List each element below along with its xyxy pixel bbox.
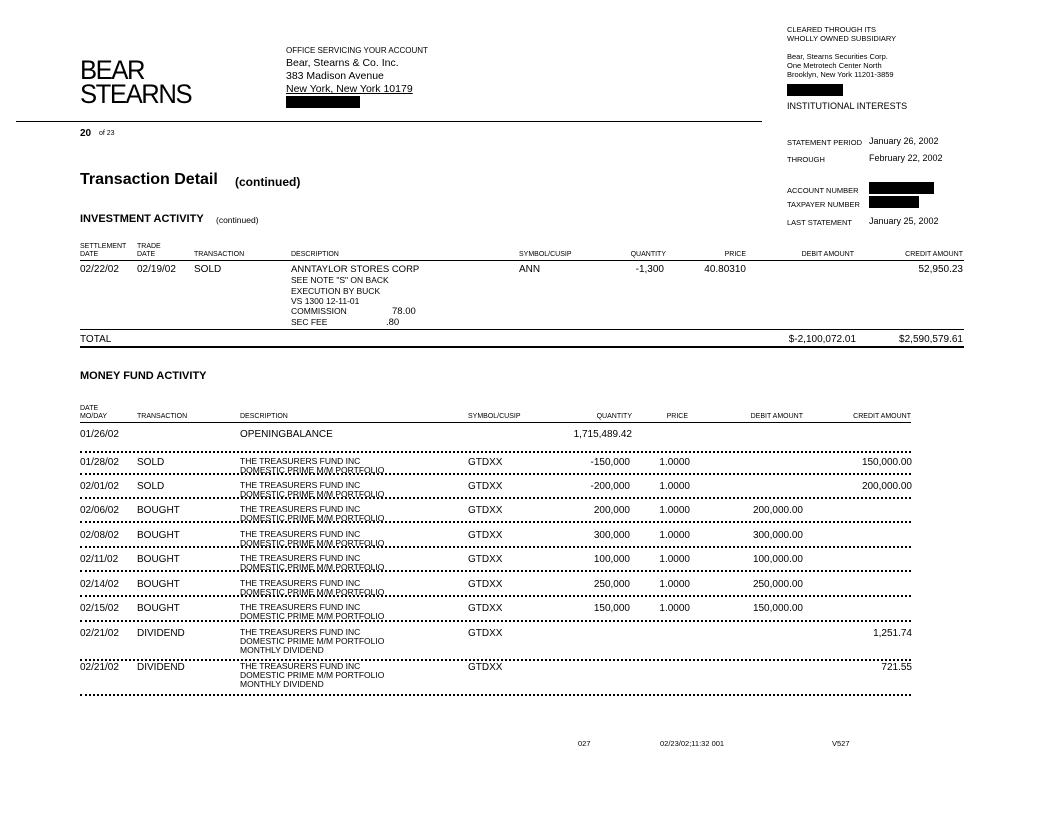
mf-col-price: PRICE	[666, 413, 688, 420]
col-price: PRICE	[724, 251, 746, 258]
institutional-interests: INSTITUTIONAL INTERESTS	[787, 101, 908, 111]
mf-desc-2: DOMESTIC PRIME M/M PORTFOLIO	[240, 562, 385, 572]
mf-transaction: DIVIDEND	[137, 628, 185, 639]
money-heading: MONEY FUND ACTIVITY	[80, 370, 207, 382]
last-statement-value: January 25, 2002	[869, 216, 939, 226]
mf-date: 02/15/02	[80, 603, 119, 614]
mf-transaction: BOUGHT	[137, 579, 180, 590]
mf-desc-2: DOMESTIC PRIME M/M PORTFOLIO	[240, 587, 385, 597]
mf-desc-1: THE TREASURERS FUND INC	[240, 529, 361, 539]
mf-transaction: BOUGHT	[137, 603, 180, 614]
mf-desc-2: DOMESTIC PRIME M/M PORTFOLIO	[240, 538, 385, 548]
col-credit: CREDIT AMOUNT	[905, 251, 963, 258]
inv-quantity: -1,300	[635, 264, 664, 275]
mf-price: 1.0000	[659, 530, 690, 541]
mf-debit: 200,000.00	[752, 505, 803, 516]
mf-price: 1.0000	[659, 481, 690, 492]
header-divider	[16, 121, 762, 122]
office-heading: OFFICE SERVICING YOUR ACCOUNT	[286, 46, 428, 55]
mf-quantity: 300,000	[593, 530, 630, 541]
mf-col-date	[80, 405, 107, 421]
mf-symbol: GTDXX	[468, 579, 503, 590]
mf-desc-1: THE TREASURERS FUND INC	[240, 661, 361, 671]
clearing-line1: CLEARED THROUGH ITS	[787, 25, 877, 34]
logo-line2: STEARNS	[80, 79, 192, 109]
mf-quantity: -200,000	[590, 481, 630, 492]
page-number: 20	[80, 128, 92, 139]
total-credit: $2,590,579.61	[899, 334, 963, 345]
col-trade-2: DATE	[137, 251, 156, 258]
mf-desc-1: THE TREASURERS FUND INC	[240, 480, 361, 490]
mf-row-separator	[80, 521, 911, 523]
mf-symbol: GTDXX	[468, 628, 503, 639]
mf-price: 1.0000	[659, 579, 690, 590]
mf-symbol: GTDXX	[468, 603, 503, 614]
mf-opening-qty: 1,715,489.42	[573, 429, 632, 440]
mf-col-date-2: MO/DAY	[80, 413, 108, 420]
last-statement-label: LAST STATEMENT	[787, 218, 853, 227]
logo-line1: BEAR	[80, 55, 145, 85]
col-transaction: TRANSACTION	[194, 251, 245, 258]
mf-row-separator	[80, 570, 911, 572]
mf-desc-3: MONTHLY DIVIDEND	[240, 679, 324, 689]
mf-transaction: BOUGHT	[137, 505, 180, 516]
col-debit: DEBIT AMOUNT	[801, 251, 854, 258]
col-trade	[137, 243, 161, 259]
mf-date: 02/11/02	[80, 554, 119, 565]
footer-stamp: 02/23/02;11:32 001	[660, 739, 725, 748]
mf-desc-2: DOMESTIC PRIME M/M PORTFOLIO	[240, 465, 385, 475]
account-label: ACCOUNT NUMBER	[787, 186, 859, 195]
mf-price: 1.0000	[659, 554, 690, 565]
mf-credit: 200,000.00	[861, 481, 912, 492]
mf-row-separator	[80, 694, 911, 696]
inv-header-rule	[80, 260, 964, 261]
mf-symbol: GTDXX	[468, 662, 503, 673]
mf-date: 02/06/02	[80, 505, 119, 516]
office-name: Bear, Stearns & Co. Inc.	[286, 57, 399, 69]
mf-col-credit: CREDIT AMOUNT	[853, 413, 911, 420]
period-label: STATEMENT PERIOD	[787, 138, 863, 147]
through-value: February 22, 2002	[869, 153, 943, 163]
mf-debit: 250,000.00	[752, 579, 803, 590]
mf-desc-3: MONTHLY DIVIDEND	[240, 645, 324, 655]
inv-secfee-label: SEC FEE	[291, 317, 328, 327]
mf-col-transaction: TRANSACTION	[137, 413, 188, 420]
redacted-block	[787, 84, 843, 96]
clearing-addr2: Brooklyn, New York 11201-3859	[787, 70, 894, 79]
mf-opening-desc: OPENINGBALANCE	[240, 429, 333, 440]
mf-date: 02/21/02	[80, 662, 119, 673]
mf-credit: 721.55	[881, 662, 912, 673]
mf-credit: 1,251.74	[873, 628, 912, 639]
inv-symbol: ANN	[519, 264, 541, 275]
page-title: Transaction Detail	[80, 171, 218, 188]
mf-col-date-1: DATE	[80, 405, 99, 412]
account-redacted	[869, 182, 934, 194]
mf-transaction: BOUGHT	[137, 530, 180, 541]
col-symbol: SYMBOL/CUSIP	[519, 251, 572, 258]
mf-price: 1.0000	[659, 457, 690, 468]
mf-debit: 300,000.00	[752, 530, 803, 541]
col-trade-1: TRADE	[137, 243, 161, 250]
clearing-address	[787, 52, 894, 79]
mf-row-separator	[80, 546, 911, 548]
inv-credit: 52,950.23	[918, 264, 963, 275]
mf-symbol: GTDXX	[468, 530, 503, 541]
mf-row-separator	[80, 473, 911, 475]
mf-row-separator	[80, 451, 911, 453]
mf-row-separator	[80, 497, 911, 499]
mf-quantity: 250,000	[593, 579, 630, 590]
taxpayer-label: TAXPAYER NUMBER	[787, 200, 860, 209]
mf-row-separator	[80, 659, 911, 661]
mf-date: 02/14/02	[80, 579, 119, 590]
mf-opening-date: 01/26/02	[80, 429, 119, 440]
taxpayer-redacted	[869, 196, 919, 208]
clearing-corp: Bear, Stearns Securities Corp.	[787, 52, 888, 61]
mf-row-separator	[80, 620, 911, 622]
mf-desc-1: THE TREASURERS FUND INC	[240, 504, 361, 514]
mf-desc-2: DOMESTIC PRIME M/M PORTFOLIO	[240, 489, 385, 499]
mf-transaction: DIVIDEND	[137, 662, 185, 673]
inv-trade: 02/19/02	[137, 264, 176, 275]
total-rule-bottom	[80, 346, 964, 348]
mf-transaction: SOLD	[137, 457, 165, 468]
col-settlement	[80, 243, 126, 259]
office-street: 383 Madison Avenue	[286, 70, 384, 82]
mf-transaction: BOUGHT	[137, 554, 180, 565]
mf-symbol: GTDXX	[468, 505, 503, 516]
footer-code1: 027	[578, 739, 591, 748]
inv-desc-1: SEE NOTE "S" ON BACK	[291, 275, 389, 285]
clearing-line2: WHOLLY OWNED SUBSIDIARY	[787, 34, 897, 43]
investment-heading: INVESTMENT ACTIVITY	[80, 213, 204, 225]
inv-price: 40.80310	[704, 264, 746, 275]
redacted-block	[286, 96, 428, 112]
clearing-heading	[787, 25, 896, 43]
mf-debit: 100,000.00	[752, 554, 803, 565]
mf-quantity: 150,000	[593, 603, 630, 614]
inv-commission-label: COMMISSION	[291, 306, 347, 316]
inv-desc: ANNTAYLOR STORES CORP	[291, 264, 420, 275]
inv-desc-2: EXECUTION BY BUCK	[291, 286, 381, 296]
mf-desc-1: THE TREASURERS FUND INC	[240, 602, 361, 612]
mf-header-rule	[80, 422, 911, 423]
mf-symbol: GTDXX	[468, 554, 503, 565]
mf-col-debit: DEBIT AMOUNT	[750, 413, 803, 420]
mf-desc-1: THE TREASURERS FUND INC	[240, 553, 361, 563]
office-address	[286, 44, 428, 112]
mf-quantity: 100,000	[593, 554, 630, 565]
col-settlement-1: SETTLEMENT	[80, 243, 127, 250]
mf-transaction: SOLD	[137, 481, 165, 492]
total-rule-top	[80, 329, 964, 330]
mf-row-separator	[80, 595, 911, 597]
office-city: New York, New York 10179	[286, 83, 413, 95]
through-label: THROUGH	[787, 155, 825, 164]
mf-col-description: DESCRIPTION	[240, 413, 288, 420]
mf-credit: 150,000.00	[861, 457, 912, 468]
mf-date: 02/21/02	[80, 628, 119, 639]
total-label: TOTAL	[80, 334, 112, 345]
bear-stearns-logo	[80, 55, 192, 109]
mf-date: 02/01/02	[80, 481, 119, 492]
clearing-addr1: One Metrotech Center North	[787, 61, 882, 70]
mf-quantity: 200,000	[593, 505, 630, 516]
mf-date: 01/28/02	[80, 457, 119, 468]
mf-symbol: GTDXX	[468, 457, 503, 468]
inv-commission-value: 78.00	[392, 306, 416, 317]
mf-date: 02/08/02	[80, 530, 119, 541]
mf-desc-1: THE TREASURERS FUND INC	[240, 578, 361, 588]
total-debit: $-2,100,072.01	[788, 334, 856, 345]
page-title-cont: (continued)	[235, 175, 301, 189]
col-quantity: QUANTITY	[630, 251, 666, 258]
mf-col-quantity: QUANTITY	[596, 413, 632, 420]
mf-desc-2: DOMESTIC PRIME M/M PORTFOLIO	[240, 611, 385, 621]
col-settlement-2: DATE	[80, 251, 99, 258]
mf-col-symbol: SYMBOL/CUSIP	[468, 413, 521, 420]
col-description: DESCRIPTION	[291, 251, 339, 258]
inv-settle: 02/22/02	[80, 264, 119, 275]
mf-symbol: GTDXX	[468, 481, 503, 492]
page-of: of 23	[99, 130, 115, 137]
mf-price: 1.0000	[659, 505, 690, 516]
mf-quantity: -150,000	[590, 457, 630, 468]
mf-debit: 150,000.00	[752, 603, 803, 614]
inv-desc-3: VS 1300 12-11-01	[291, 296, 360, 306]
mf-desc-2: DOMESTIC PRIME M/M PORTFOLIO	[240, 513, 385, 523]
mf-desc-1: THE TREASURERS FUND INC	[240, 627, 361, 637]
mf-desc-1: THE TREASURERS FUND INC	[240, 456, 361, 466]
inv-secfee-value: .80	[386, 317, 400, 328]
inv-transaction: SOLD	[194, 264, 222, 275]
footer-code2: V527	[832, 739, 850, 748]
mf-desc-2: DOMESTIC PRIME M/M PORTFOLIO	[240, 636, 385, 646]
mf-desc-2: DOMESTIC PRIME M/M PORTFOLIO	[240, 670, 385, 680]
period-value: January 26, 2002	[869, 136, 939, 146]
mf-price: 1.0000	[659, 603, 690, 614]
investment-cont: (continued)	[216, 215, 259, 225]
